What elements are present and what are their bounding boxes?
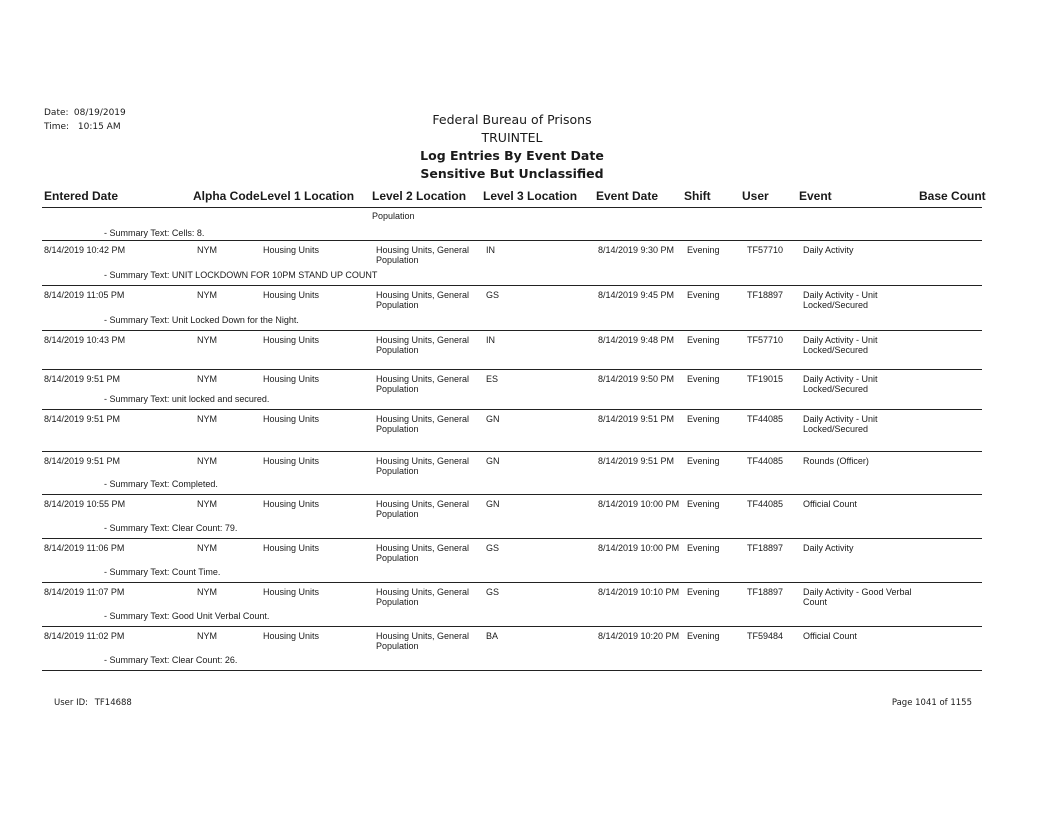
entered-date: 8/14/2019 9:51 PM <box>44 456 121 466</box>
carryover-summary: - Summary Text: Cells: 8. <box>104 228 205 238</box>
event-date: 8/14/2019 9:51 PM <box>598 414 675 424</box>
row-separator <box>42 670 982 671</box>
event: Daily Activity - Unit Locked/Secured <box>803 414 878 434</box>
summary-text: - Summary Text: Unit Locked Down for the Night. <box>104 315 299 325</box>
summary-text: - Summary Text: Good Unit Verbal Count. <box>104 611 270 621</box>
event: Daily Activity - Unit Locked/Secured <box>803 374 878 394</box>
level2-location: Housing Units, General Population <box>376 374 470 394</box>
report-meta <box>44 106 126 134</box>
alpha-code: NYM <box>197 631 217 641</box>
row-separator <box>42 582 982 583</box>
event-date: 8/14/2019 10:00 PM <box>598 543 680 553</box>
agency-name: Federal Bureau of Prisons <box>432 112 592 127</box>
event-date: 8/14/2019 10:20 PM <box>598 631 680 641</box>
shift: Evening <box>687 587 720 597</box>
event-date: 8/14/2019 9:30 PM <box>598 245 675 255</box>
shift: Evening <box>687 499 720 509</box>
user: TF18897 <box>747 587 784 597</box>
level2-location: Housing Units, General Population <box>376 587 470 607</box>
user: TF59484 <box>747 631 784 641</box>
event: Daily Activity <box>803 543 854 553</box>
event: Official Count <box>803 631 857 641</box>
level3-location: GS <box>486 543 500 553</box>
entered-date: 8/14/2019 11:07 PM <box>44 587 125 597</box>
col-level2: Level 2 Location <box>372 189 467 203</box>
user: TF44085 <box>747 499 784 509</box>
level2-location: Housing Units, General Population <box>376 543 470 563</box>
user: TF44085 <box>747 456 784 466</box>
event-date: 8/14/2019 10:10 PM <box>598 587 680 597</box>
user: TF57710 <box>747 245 784 255</box>
shift: Evening <box>687 290 720 300</box>
level3-location: IN <box>486 335 495 345</box>
user-id-label: User ID: <box>54 698 88 708</box>
level1-location: Housing Units <box>263 456 320 466</box>
level1-location: Housing Units <box>263 414 320 424</box>
row-separator <box>42 369 982 370</box>
level1-location: Housing Units <box>263 374 320 384</box>
page-number: Page 1041 of 1155 <box>891 698 972 708</box>
header-rule <box>42 207 982 208</box>
level1-location: Housing Units <box>263 587 320 597</box>
event: Daily Activity - Unit Locked/Secured <box>803 335 878 355</box>
col-event-date: Event Date <box>596 189 659 203</box>
col-event: Event <box>799 189 832 203</box>
entered-date: 8/14/2019 11:02 PM <box>44 631 125 641</box>
summary-text: - Summary Text: Completed. <box>104 479 218 489</box>
shift: Evening <box>687 456 720 466</box>
date-label: Date: <box>44 108 69 118</box>
user-id: TF14688 <box>94 698 132 708</box>
event-date: 8/14/2019 10:00 PM <box>598 499 680 509</box>
carryover-level2: Population <box>372 211 415 221</box>
row-separator <box>42 285 982 286</box>
summary-text: - Summary Text: Clear Count: 26. <box>104 655 238 665</box>
entered-date: 8/14/2019 10:43 PM <box>44 335 126 345</box>
event: Daily Activity <box>803 245 854 255</box>
user: TF19015 <box>747 374 784 384</box>
level1-location: Housing Units <box>263 499 320 509</box>
level3-location: GS <box>486 290 500 300</box>
event: Daily Activity - Unit Locked/Secured <box>803 290 878 310</box>
event-date: 8/14/2019 9:45 PM <box>598 290 675 300</box>
level1-location: Housing Units <box>263 631 320 641</box>
alpha-code: NYM <box>197 543 217 553</box>
level2-location: Housing Units, General Population <box>376 290 470 310</box>
level2-location: Housing Units, General Population <box>376 631 470 651</box>
col-level1: Level 1 Location <box>260 189 355 203</box>
alpha-code: NYM <box>197 335 217 345</box>
row-separator <box>42 409 982 410</box>
time-value: 10:15 AM <box>77 122 121 132</box>
event: Rounds (Officer) <box>803 456 869 466</box>
row-separator <box>42 494 982 495</box>
time-label: Time: <box>44 122 70 132</box>
user: TF57710 <box>747 335 784 345</box>
alpha-code: NYM <box>197 245 217 255</box>
col-user: User <box>742 189 769 203</box>
shift: Evening <box>687 245 720 255</box>
user: TF44085 <box>747 414 784 424</box>
report-title: Log Entries By Event Date <box>420 148 604 163</box>
shift: Evening <box>687 631 720 641</box>
level3-location: GS <box>486 587 500 597</box>
col-shift: Shift <box>684 189 711 203</box>
entered-date: 8/14/2019 11:05 PM <box>44 290 125 300</box>
col-base-count: Base Count <box>919 189 986 203</box>
event: Daily Activity - Good Verbal Count <box>803 587 912 607</box>
summary-text: - Summary Text: unit locked and secured. <box>104 394 270 404</box>
alpha-code: NYM <box>197 374 217 384</box>
entered-date: 8/14/2019 10:42 PM <box>44 245 126 255</box>
row-separator <box>42 538 982 539</box>
entered-date: 8/14/2019 11:06 PM <box>44 543 125 553</box>
event-date: 8/14/2019 9:48 PM <box>598 335 675 345</box>
entered-date: 8/14/2019 10:55 PM <box>44 499 126 509</box>
table-header <box>42 186 986 206</box>
level2-location: Housing Units, General Population <box>376 499 470 519</box>
shift: Evening <box>687 335 720 345</box>
shift: Evening <box>687 543 720 553</box>
row-separator <box>42 626 982 627</box>
level2-location: Housing Units, General Population <box>376 335 470 355</box>
event-date: 8/14/2019 9:51 PM <box>598 456 675 466</box>
alpha-code: NYM <box>197 499 217 509</box>
shift: Evening <box>687 374 720 384</box>
level2-location: Housing Units, General Population <box>376 414 470 434</box>
alpha-code: NYM <box>197 290 217 300</box>
report-title-block <box>362 111 662 183</box>
col-alpha-code: Alpha Code <box>193 189 260 203</box>
user: TF18897 <box>747 543 784 553</box>
col-entered-date: Entered Date <box>44 189 119 203</box>
level2-location: Housing Units, General Population <box>376 456 470 476</box>
alpha-code: NYM <box>197 456 217 466</box>
summary-text: - Summary Text: UNIT LOCKDOWN FOR 10PM STAND UP COUNT <box>104 270 378 280</box>
level3-location: GN <box>486 456 500 466</box>
level3-location: BA <box>486 631 499 641</box>
alpha-code: NYM <box>197 414 217 424</box>
level3-location: GN <box>486 499 500 509</box>
row-separator <box>42 330 982 331</box>
summary-text: - Summary Text: Clear Count: 79. <box>104 523 238 533</box>
user: TF18897 <box>747 290 784 300</box>
row-separator <box>42 240 982 241</box>
classification: Sensitive But Unclassified <box>420 166 604 181</box>
entered-date: 8/14/2019 9:51 PM <box>44 414 121 424</box>
level1-location: Housing Units <box>263 335 320 345</box>
level3-location: ES <box>486 374 499 384</box>
col-level3: Level 3 Location <box>483 189 578 203</box>
level1-location: Housing Units <box>263 290 320 300</box>
summary-text: - Summary Text: Count Time. <box>104 567 221 577</box>
alpha-code: NYM <box>197 587 217 597</box>
event: Official Count <box>803 499 857 509</box>
level3-location: GN <box>486 414 500 424</box>
event-date: 8/14/2019 9:50 PM <box>598 374 675 384</box>
level2-location: Housing Units, General Population <box>376 245 470 265</box>
footer-user <box>54 698 132 708</box>
shift: Evening <box>687 414 720 424</box>
row-separator <box>42 451 982 452</box>
level1-location: Housing Units <box>263 543 320 553</box>
entered-date: 8/14/2019 9:51 PM <box>44 374 121 384</box>
level1-location: Housing Units <box>263 245 320 255</box>
system-name: TRUINTEL <box>481 130 543 145</box>
level3-location: IN <box>486 245 495 255</box>
date-value: 08/19/2019 <box>73 108 126 118</box>
